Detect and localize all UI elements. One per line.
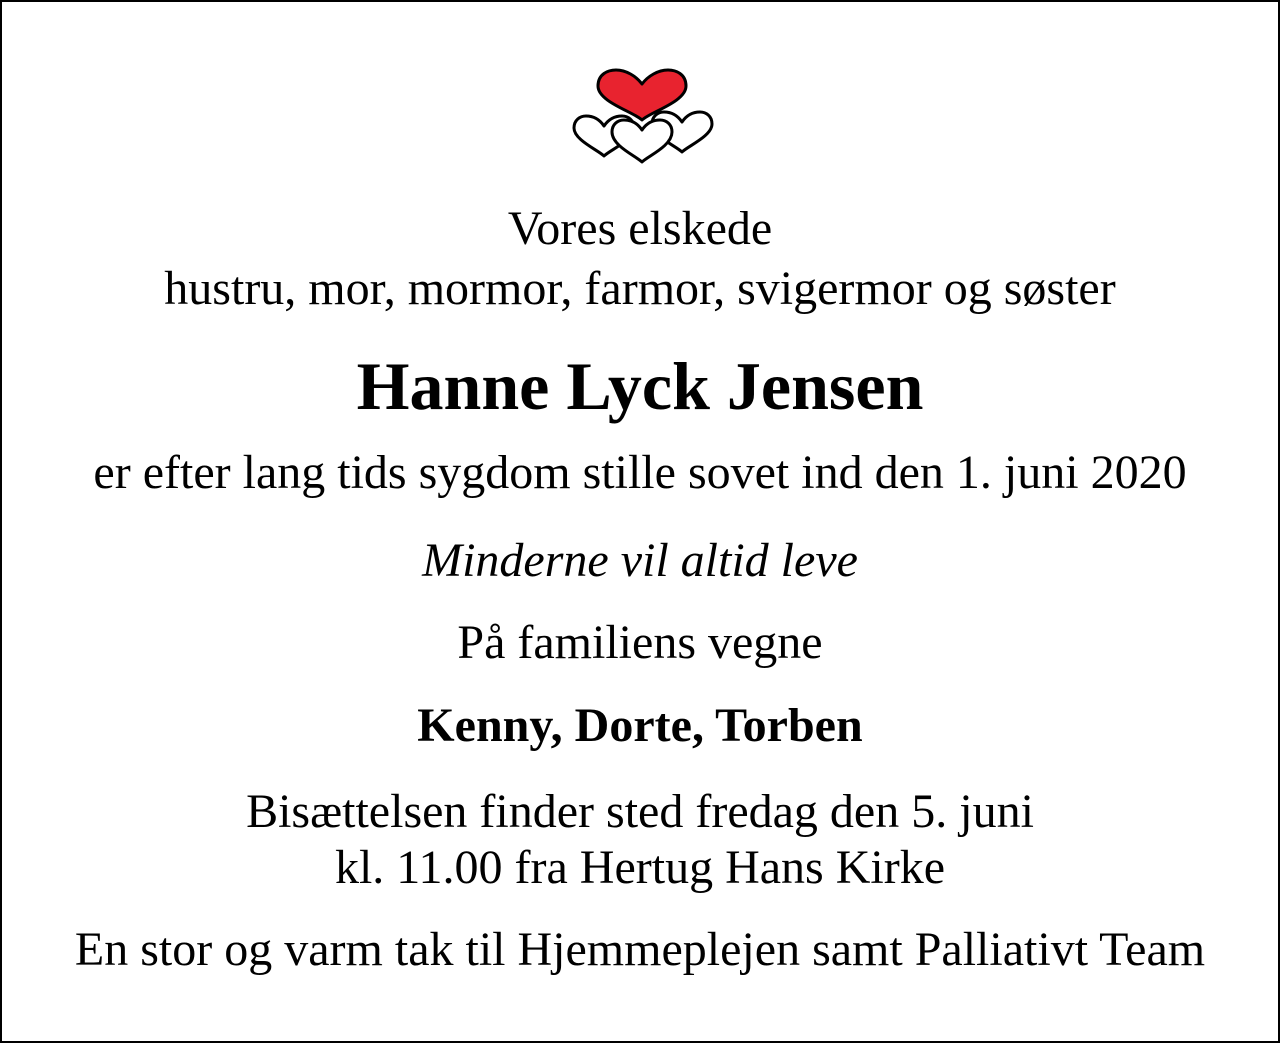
memorial-motto: Minderne vil altid leve — [422, 534, 858, 587]
on-behalf-of: På familiens vegne — [457, 616, 823, 669]
intro-line-2: hustru, mor, mormor, farmor, svigermor og søster — [164, 262, 1116, 315]
deceased-name: Hanne Lyck Jensen — [356, 348, 924, 424]
hearts-icon — [568, 68, 716, 164]
intro-line-1: Vores elskede — [507, 202, 773, 255]
family-names: Kenny, Dorte, Torben — [417, 699, 863, 752]
passing-statement: er efter lang tids sygdom stille sovet ind den 1. juni 2020 — [93, 446, 1187, 499]
funeral-line-1: Bisættelsen finder sted fredag den 5. juni — [246, 785, 1034, 838]
funeral-line-2: kl. 11.00 fra Hertug Hans Kirke — [334, 841, 946, 894]
thanks-line: En stor og varm tak til Hjemmeplejen samt Palliativt Team — [74, 923, 1206, 976]
